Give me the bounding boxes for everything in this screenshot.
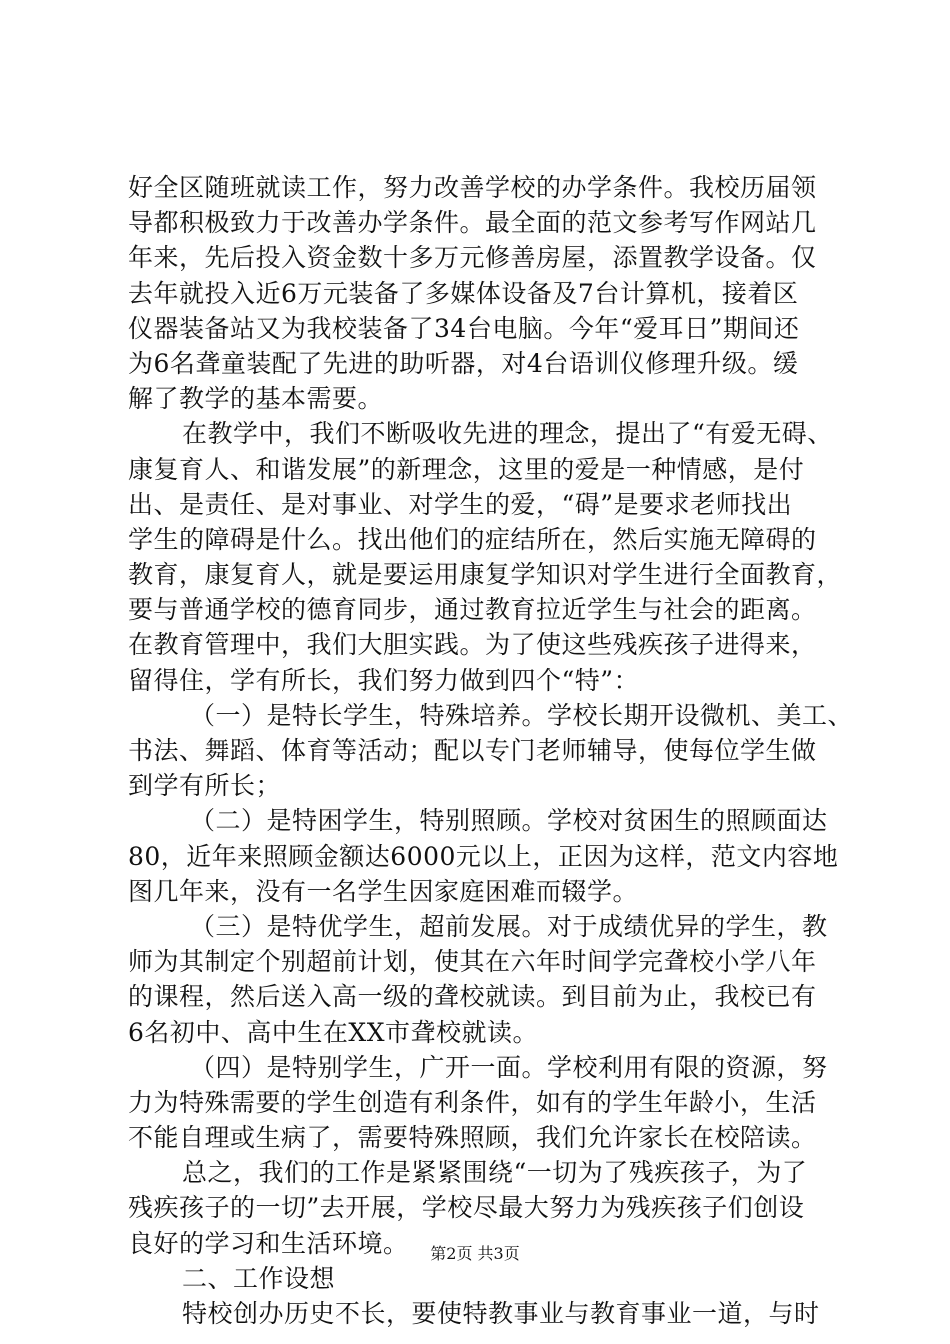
text-line: 解了教学的基本需要。: [128, 384, 384, 414]
text-line: 在教育管理中，我们大胆实践。为了使这些残疾孩子进得来，: [128, 630, 817, 660]
list-item-start-line: （二）是特困学生，特别照顾。学校对贫困生的照顾面达: [190, 806, 828, 836]
text-line: 师为其制定个别超前计划，使其在六年时间学完聋校小学八年: [128, 947, 817, 977]
text-line: 留得住，学有所长，我们努力做到四个“特”：: [128, 665, 640, 695]
document-body: [128, 170, 854, 1331]
text-line: 好全区随班就读工作，努力改善学校的办学条件。我校历届领: [128, 173, 817, 202]
text-line: 80，近年来照顾金额达6000元以上，正因为这样，范文内容地: [128, 841, 839, 871]
list-item-start-line: （四）是特别学生，广开一面。学校利用有限的资源，努: [190, 1052, 828, 1082]
text-line: 为6名聋童装配了先进的助听器，对4台语训仪修理升级。缓: [128, 348, 799, 378]
text-line: 残疾孩子的一切”去开展，学校尽最大努力为残疾孩子们创设: [128, 1193, 805, 1223]
paragraph-start-line: 在教学中，我们不断吸收先进的理念，提出了“有爱无碍、: [182, 419, 833, 449]
text-line: 出、是责任、是对事业、对学生的爱，“碍”是要求老师找出: [128, 489, 793, 519]
text-line: 到学有所长；: [128, 771, 282, 801]
text-line: 要与普通学校的德育同步，通过教育拉近学生与社会的距离。: [128, 595, 817, 625]
text-line: 仪器装备站又为我校装备了34台电脑。今年“爱耳日”期间还: [128, 313, 800, 343]
text-line: 图几年来，没有一名学生因家庭困难而辍学。: [128, 876, 639, 906]
text-line: 良好的学习和生活环境。: [128, 1228, 409, 1258]
page-number-footer: 第2页 共3页: [430, 1244, 520, 1263]
list-item-start-line: （一）是特长学生，特殊培养。学校长期开设微机、美工、: [190, 700, 854, 730]
text-line: 力为特殊需要的学生创造有利条件，如有的学生年龄小，生活: [128, 1087, 817, 1117]
text-line: 学生的障碍是什么。找出他们的症结所在，然后实施无障碍的: [128, 524, 817, 554]
text-line: 康复育人、和谐发展”的新理念，这里的爱是一种情感，是付: [128, 454, 805, 484]
text-line: 导都积极致力于改善办学条件。最全面的范文参考写作网站几: [128, 208, 817, 238]
paragraph-start-line: 总之，我们的工作是紧紧围绕“一切为了残疾孩子，为了: [182, 1158, 808, 1188]
text-line: 的课程，然后送入高一级的聋校就读。到目前为止，我校已有: [128, 982, 817, 1012]
paragraph-start-line: 特校创办历史不长，要使特教事业与教育事业一道，与时: [182, 1299, 820, 1328]
text-line: 去年就投入近6万元装备了多媒体设备及7台计算机，接着区: [128, 278, 799, 308]
text-line: 教育，康复育人，就是要运用康复学知识对学生进行全面教育，: [128, 560, 843, 590]
list-item-start-line: （三）是特优学生，超前发展。对于成绩优异的学生，教: [190, 911, 828, 941]
text-line: 年来，先后投入资金数十多万元修善房屋，添置教学设备。仅: [128, 243, 817, 273]
text-line: 6名初中、高中生在XX市聋校就读。: [128, 1017, 539, 1047]
section-heading: 二、工作设想: [182, 1263, 336, 1293]
text-line: 不能自理或生病了，需要特殊照顾，我们允许家长在校陪读。: [128, 1123, 817, 1153]
text-line: 书法、舞蹈、体育等活动；配以专门老师辅导，使每位学生做: [128, 736, 817, 765]
